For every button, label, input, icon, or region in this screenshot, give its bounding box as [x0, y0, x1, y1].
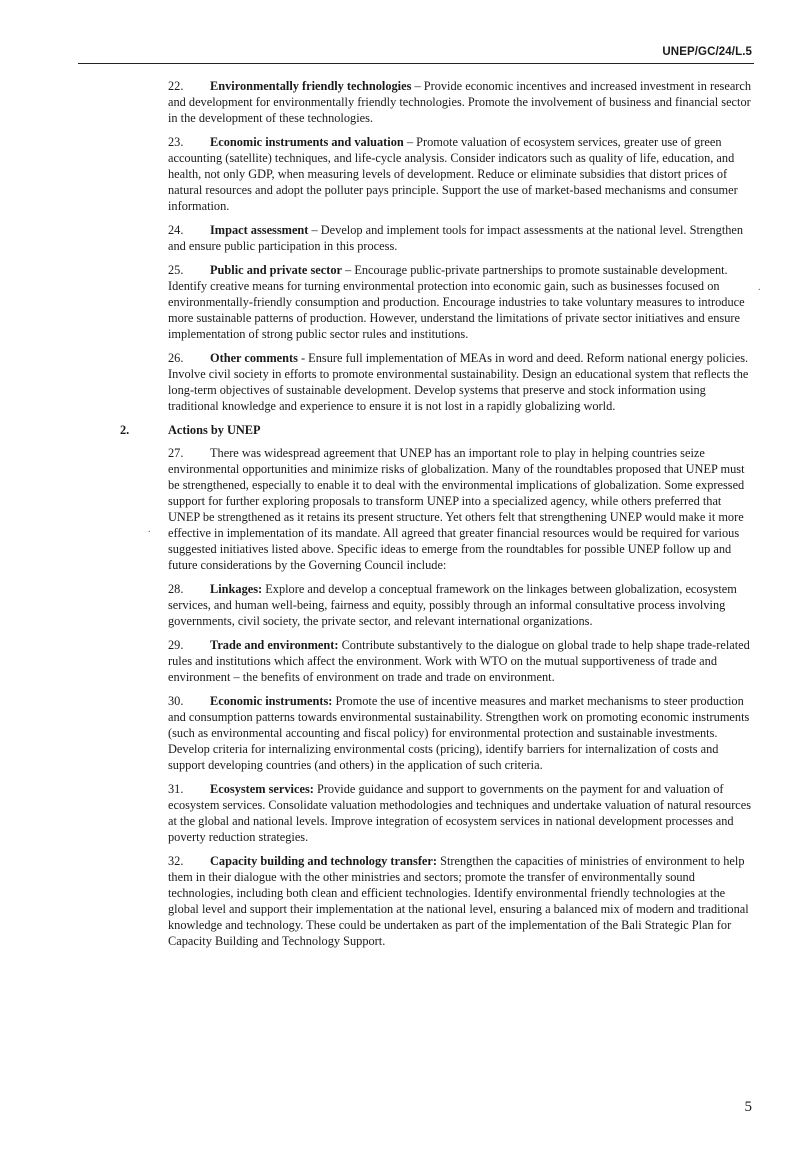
paragraph-title: Other comments — [210, 351, 298, 365]
paragraph-29 — [168, 637, 752, 685]
paragraph-number: 28. — [168, 582, 184, 596]
paragraph-30 — [168, 693, 752, 773]
scan-speck: . — [758, 282, 761, 293]
paragraph-separator: – — [411, 79, 424, 93]
paragraph-22 — [168, 78, 752, 126]
paragraph-title: Ecosystem services: — [210, 782, 314, 796]
paragraph-title: Economic instruments: — [210, 694, 333, 708]
paragraph-number: 25. — [168, 263, 184, 277]
paragraph-separator: - — [297, 351, 309, 365]
paragraph-25 — [168, 262, 752, 342]
paragraph-separator: – — [403, 135, 417, 149]
paragraph-32 — [168, 853, 752, 949]
paragraph-text: Provide economic incentives and increased investment in research and development for environmentally friendly technologies. Promote the involvement of business and financial sector in the development of these technologies. — [168, 79, 752, 125]
paragraph-separator: – — [308, 223, 321, 237]
paragraph-text: Explore and develop a conceptual framework on the linkages between globalization, ecosystem services, and human well-being, fairness and equity, possibly through an informal consultative process involving governments, civil society, the private sector, and relevant international organizations. — [168, 582, 737, 628]
paragraph-text: Promote valuation of ecosystem services, greater use of green accounting (satellite) techniques, and life-cycle analysis. Consider indicators such as quality of life, education, and health, not only GDP, when measuring levels of development. Reduce or eliminate subsidies that distort prices of natural resources and adopt the polluter pays principle. Support the use of market-based mechanisms and consumer information. — [168, 135, 738, 213]
paragraph-24 — [168, 222, 752, 254]
paragraph-text: Encourage public-private partnerships to promote sustainable development. Identify creative means for turning environmental protection into economic gain, such as businesses focused on environmentally-friendly consumption and production. Encourage industries to take voluntary measures to introduce more sustainable patterns of production. However, understand the limitations of private sector initiatives and ensure implementation of strong public sector rules and institutions. — [168, 263, 745, 341]
paragraph-text: Contribute substantively to the dialogue on global trade to help shape trade-related rules and institutions which affect the environment. Work with WTO on the mutual supportiveness of trade and environment – the benefits of environment on trade and trade on environment. — [168, 638, 750, 684]
paragraph-number: 27. — [168, 446, 184, 460]
paragraph-number: 22. — [168, 79, 184, 93]
paragraph-text: Ensure full implementation of MEAs in word and deed. Reform national energy policies. Involve civil society in efforts to promote environmental sustainability. Design an educational system that reflects the long-term objectives of sustainable development. Develop systems that preserve and stock information using traditional knowledge and experience to ensure it is not lost in a rapidly globalizing world. — [168, 351, 749, 413]
page-number: 5 — [744, 1099, 752, 1115]
paragraph-title: Trade and environment: — [210, 638, 339, 652]
section-number: 2. — [120, 423, 130, 437]
paragraph-title: Environmentally friendly technologies — [210, 79, 412, 93]
scan-speck: . — [148, 524, 151, 535]
paragraph-27 — [168, 445, 752, 573]
paragraph-number: 26. — [168, 351, 184, 365]
paragraph-number: 24. — [168, 223, 184, 237]
paragraph-number: 31. — [168, 782, 184, 796]
paragraph-title: Linkages: — [210, 582, 263, 596]
paragraph-title: Public and private sector — [210, 263, 342, 277]
paragraph-23 — [168, 134, 752, 214]
paragraph-text: Provide guidance and support to governments on the payment for and valuation of ecosystem services. Consolidate valuation methodologies and techniques and undertake valuation of natural resources at the global and national levels. Improve integration of ecosystem services in national development processes and poverty reduction strategies. — [168, 782, 752, 844]
paragraph-28 — [168, 581, 752, 629]
paragraph-title: Economic instruments and valuation — [210, 135, 404, 149]
paragraph-31 — [168, 781, 752, 845]
section-heading-actions-by-unep — [120, 422, 752, 438]
paragraph-text: Promote the use of incentive measures and market mechanisms to steer production and consumption patterns towards environmental sustainability. Strengthen work on promoting economic instruments (such as environmental accounting and fiscal policy) for environmental protection and sustainable investments. Develop criteria for internalizing environmental costs (pricing), identify barriers for internalization of costs and support developing countries (and others) in the application of such criteria. — [168, 694, 750, 772]
header-rule — [78, 63, 754, 64]
paragraph-26 — [168, 350, 752, 414]
paragraph-text: Strengthen the capacities of ministries of environment to help them in their dialogue with the other ministries and sectors; promote the transfer of environmentally sound technologies, including both clean and efficient technologies. Identify environmental friendly technologies at the global level and support their implementation at the national level, ensuring a balanced mix of modern and traditional knowledge and technology. These could be undertaken as part of the implementation of the Bali Strategic Plan for Capacity Building and Technology Support. — [168, 854, 749, 948]
document-code: UNEP/GC/24/L.5 — [662, 46, 752, 58]
paragraph-number: 23. — [168, 135, 184, 149]
paragraph-number: 32. — [168, 854, 184, 868]
paragraph-text: Develop and implement tools for impact assessments at the national level. Strengthen and ensure public participation in this process. — [168, 223, 744, 253]
paragraph-title: Impact assessment — [210, 223, 309, 237]
paragraph-title: Capacity building and technology transfer: — [210, 854, 438, 868]
paragraph-number: 29. — [168, 638, 184, 652]
section-title: Actions by UNEP — [168, 423, 261, 437]
paragraph-text: There was widespread agreement that UNEP has an important role to play in helping countries seize environmental opportunities and minimize risks of globalization. Many of the roundtables proposed that UNEP must be strengthened, especially to enable it to deal with the environmental implications of globalization. Some expressed support for further exploring proposals to transform UNEP into a specialized agency, while others preferred that UNEP be strengthened as it retains its present structure. Yet others felt that strengthening UNEP would make it more effective in implementation of its mandate. All agreed that greater financial resources would be required for various suggested initiatives listed above. Specific ideas to emerge from the roundtables for possible UNEP follow up and future considerations by the Governing Council include: — [168, 446, 745, 572]
document-body — [120, 78, 752, 957]
paragraph-number: 30. — [168, 694, 184, 708]
paragraph-separator: – — [342, 263, 355, 277]
